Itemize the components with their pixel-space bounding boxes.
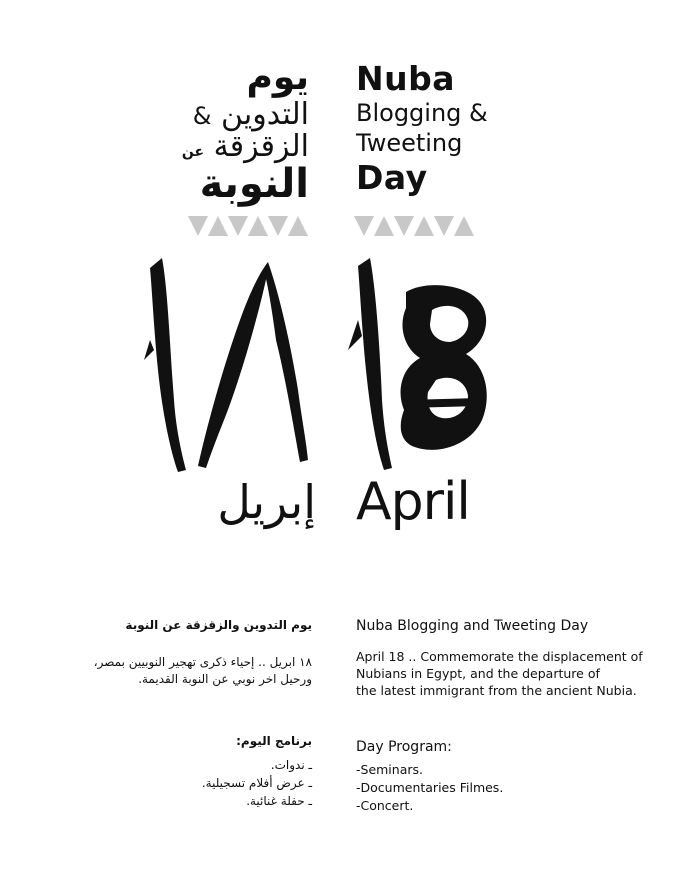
list-item: ـ ندوات. — [270, 758, 312, 772]
english-description — [356, 618, 656, 815]
arabic-program-list — [60, 756, 312, 810]
english-description-body — [356, 648, 656, 699]
arabic-description-heading: يوم التدوين والزقزقة عن النوبة — [125, 618, 312, 632]
english-body-line2: Nubians in Egypt, and the departure of — [356, 666, 600, 681]
arabic-title-line2-text: التدوين — [221, 97, 309, 132]
month-english: April — [356, 472, 470, 532]
arabic-title-line3-text: الزقزقة — [213, 129, 309, 164]
arabic-body-line2: ورحيل اخر نوبي عن النوبة القديمة. — [138, 672, 312, 686]
list-item: -Seminars. — [356, 762, 423, 777]
latin-numeral-18 — [346, 250, 496, 478]
month-arabic: إبريل — [217, 475, 316, 529]
english-title-line3: Tweeting — [356, 129, 463, 157]
english-title-line2-text: Blogging — [356, 99, 462, 127]
list-item: -Documentaries Filmes. — [356, 780, 504, 795]
list-item: -Concert. — [356, 798, 414, 813]
english-title-line2 — [356, 101, 576, 125]
arabic-title-line3 — [89, 129, 309, 164]
list-item: ـ عرض أفلام تسجيلية. — [201, 776, 312, 790]
english-program-heading: Day Program: — [356, 739, 452, 755]
arabic-title — [89, 57, 309, 207]
arabic-program-heading: برنامج اليوم: — [236, 734, 312, 748]
english-title-line1: Nuba — [356, 59, 456, 98]
arabic-title-line1: يوم — [246, 57, 309, 98]
english-title-line4: Day — [356, 158, 428, 197]
triangle-row-icon — [188, 216, 312, 244]
arabic-body-line1: ١٨ ابريل .. إحياء ذكرى تهجير النوبيين بمصر، — [93, 655, 312, 669]
english-description-heading: Nuba Blogging and Tweeting Day — [356, 618, 589, 634]
arabic-title-ampersand: & — [192, 102, 212, 130]
list-item: ـ حفلة غنائية. — [246, 794, 312, 808]
english-body-line1: April 18 .. Commemorate the displacement of — [356, 649, 643, 664]
arabic-numeral-18 — [140, 250, 315, 478]
triangle-row-icon — [354, 216, 478, 244]
arabic-title-line4: النوبة — [199, 161, 309, 207]
arabic-title-line2 — [89, 97, 309, 132]
english-title — [356, 59, 576, 197]
arabic-description — [60, 618, 312, 810]
arabic-title-line3-small: عن — [181, 144, 205, 160]
english-body-line3: the latest immigrant from the ancient Nubia. — [356, 683, 637, 698]
english-program-list — [356, 761, 656, 815]
english-title-ampersand: & — [469, 99, 488, 127]
arabic-description-body — [60, 654, 312, 688]
